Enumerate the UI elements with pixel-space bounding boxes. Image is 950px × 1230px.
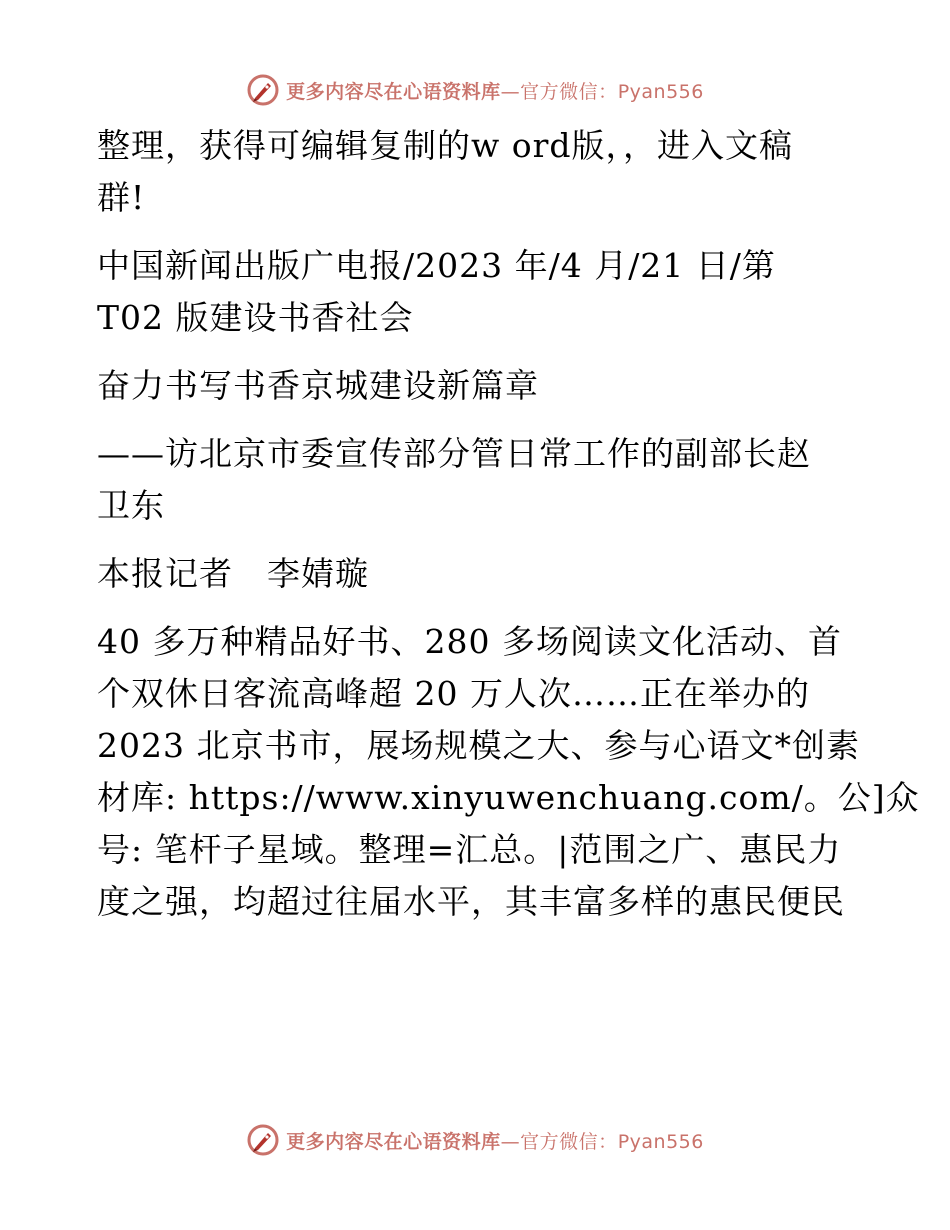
document-body — [97, 120, 920, 944]
header-watermark-separator: — — [500, 80, 521, 103]
text-line: 2023 北京书市，展场规模之大、参与心语文*创素 — [97, 726, 860, 765]
text-line: 卫东 — [97, 486, 165, 525]
article-byline — [97, 548, 857, 600]
text-line: 整理，获得可编辑复制的w ord版，，进入文稿 — [97, 126, 794, 165]
footer-watermark-group — [246, 1123, 704, 1157]
footer-watermark-title: 更多内容尽在心语资料库 — [286, 1130, 501, 1153]
text-line: 中国新闻出版广电报/2023 年/4 月/21 日/第 — [97, 246, 776, 285]
footer-watermark-wechat-id: Pyan556 — [617, 1130, 704, 1153]
paragraph-intro — [97, 120, 857, 224]
footer-watermark-text — [286, 1127, 704, 1154]
paragraph-source — [97, 240, 857, 344]
text-line: 个双休日客流高峰超 20 万人次……正在举办的 — [97, 674, 810, 713]
header-watermark-wechat-id: Pyan556 — [617, 80, 704, 103]
text-line: T02 版建设书香社会 — [97, 298, 414, 337]
text-line: 群! — [97, 178, 146, 217]
article-body-paragraph — [97, 616, 920, 928]
header-watermark-text — [286, 77, 704, 104]
text-line: 材库: https://www.xinyuwenchuang.com/。公]众 — [97, 778, 920, 817]
pen-nib-circle-icon — [246, 1123, 280, 1157]
text-line: 度之强，均超过往届水平，其丰富多样的惠民便民 — [97, 882, 845, 921]
text-line: 奋力书写书香京城建设新篇章 — [97, 366, 539, 405]
text-line: 40 多万种精品好书、280 多场阅读文化活动、首 — [97, 622, 842, 661]
text-line: 本报记者 李婧璇 — [97, 554, 369, 593]
article-title — [97, 360, 857, 412]
footer-watermark-separator: — — [500, 1130, 521, 1153]
pen-nib-circle-icon — [246, 73, 280, 107]
footer-watermark-banner — [0, 1120, 950, 1160]
header-watermark-banner — [0, 70, 950, 110]
header-watermark-group — [246, 73, 704, 107]
header-watermark-wechat-label: 官方微信： — [520, 80, 618, 103]
article-subtitle — [97, 428, 857, 532]
text-line: 号: 笔杆子星域。整理=汇总。|范围之广、惠民力 — [97, 830, 842, 869]
text-line: ——访北京市委宣传部分管日常工作的副部长赵 — [97, 434, 811, 473]
header-watermark-title: 更多内容尽在心语资料库 — [286, 80, 501, 103]
footer-watermark-wechat-label: 官方微信： — [520, 1130, 618, 1153]
